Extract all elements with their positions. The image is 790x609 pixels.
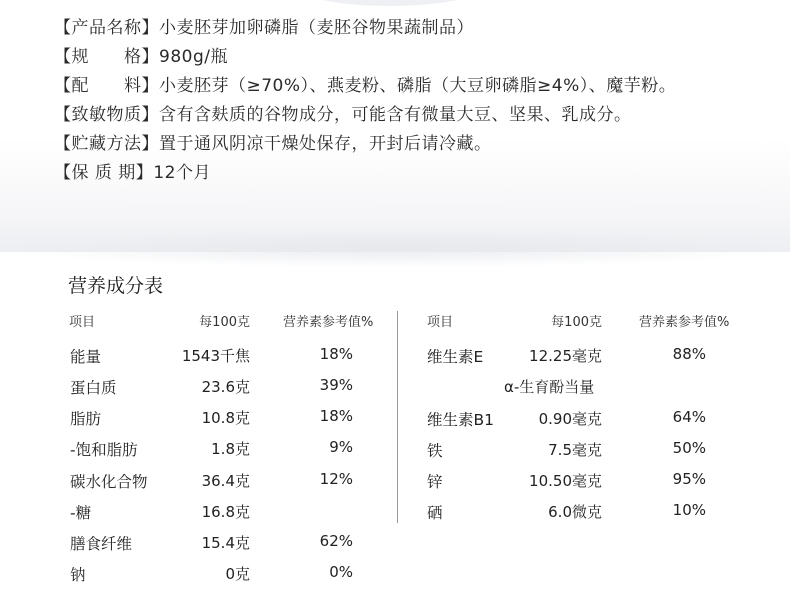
- info-value: 置于通风阴凉干燥处保存，开封后请冷藏。: [159, 134, 492, 154]
- info-value: 小麦胚芽（≥70%）、燕麦粉、磷脂（大豆卵磷脂≥4%）、魔芋粉。: [159, 76, 677, 96]
- header-per100: 每100克: [199, 315, 250, 330]
- header-per100: 每100克: [551, 315, 602, 330]
- nutrient-amount: 7.5毫克: [548, 441, 602, 459]
- info-label: 【配 料】: [54, 76, 159, 96]
- nutrient-name: 脂肪: [70, 410, 102, 428]
- info-row-shelf-life: [54, 159, 754, 188]
- nutrient-name: -糖: [70, 504, 92, 522]
- info-row-ingredients: [54, 72, 754, 101]
- nutrient-amount: 16.8克: [201, 503, 250, 521]
- nutrient-amount: 12.25毫克: [529, 347, 602, 365]
- nutrient-nrv: 0%: [329, 563, 353, 581]
- nutrient-nrv: 62%: [319, 532, 353, 550]
- nutrient-name: 维生素E: [427, 348, 484, 366]
- nutrient-amount: 0.90毫克: [538, 410, 602, 428]
- nutrient-name: 能量: [70, 348, 102, 366]
- nutrient-amount: 15.4克: [201, 534, 250, 552]
- nutrient-unit-note: α-生育酚当量: [504, 378, 595, 396]
- nutrient-nrv: 39%: [319, 376, 353, 394]
- info-label: 【贮藏方法】: [54, 134, 159, 154]
- info-value: 含有含麸质的谷物成分，可能含有微量大豆、坚果、乳成分。: [159, 105, 632, 125]
- nutrient-name: 膳食纤维: [70, 535, 133, 553]
- info-label: 【产品名称】: [54, 18, 159, 38]
- header-item: 项目: [69, 315, 96, 330]
- nutrient-name: 钠: [70, 566, 86, 584]
- nutrition-table-title: 营养成分表: [68, 275, 164, 297]
- nutrient-name: 铁: [427, 442, 443, 460]
- header-item: 项目: [427, 315, 454, 330]
- nutrient-nrv: 9%: [329, 438, 353, 456]
- info-label: 【致敏物质】: [54, 105, 159, 125]
- nutrient-amount: 0克: [225, 565, 250, 583]
- info-row-spec: [54, 43, 754, 72]
- nutrient-name: -饱和脂肪: [70, 441, 138, 459]
- header-nrv: 营养素参考值%: [639, 315, 730, 330]
- nutrient-name: 锌: [427, 473, 443, 491]
- nutrient-name: 硒: [427, 504, 443, 522]
- nutrient-nrv: 88%: [672, 345, 706, 363]
- nutrient-amount: 10.50毫克: [529, 472, 602, 490]
- nutrient-nrv: 95%: [672, 470, 706, 488]
- info-value: 12个月: [153, 163, 211, 183]
- nutrient-amount: 6.0微克: [548, 503, 602, 521]
- info-value: 小麦胚芽加卵磷脂（麦胚谷物果蔬制品）: [159, 18, 474, 38]
- info-label: 【规 格】: [54, 47, 159, 67]
- info-value: 980g/瓶: [159, 47, 228, 67]
- nutrient-name: 维生素B1: [427, 411, 494, 429]
- header-nrv: 营养素参考值%: [283, 315, 374, 330]
- nutrient-nrv: 18%: [319, 407, 353, 425]
- nutrient-nrv: 50%: [672, 439, 706, 457]
- product-info-block: [54, 14, 754, 188]
- nutrient-amount: 1543千焦: [181, 347, 250, 365]
- nutrient-amount: 23.6克: [201, 378, 250, 396]
- nutrient-nrv: 64%: [672, 408, 706, 426]
- nutrient-nrv: 10%: [672, 501, 706, 519]
- nutrient-amount: 10.8克: [201, 409, 250, 427]
- column-divider: [397, 311, 398, 523]
- nutrient-nrv: 12%: [319, 470, 353, 488]
- nutrient-amount: 1.8克: [211, 440, 250, 458]
- info-row-storage: [54, 130, 754, 159]
- nutrient-amount: 36.4克: [201, 472, 250, 490]
- nutrient-name: 蛋白质: [70, 379, 117, 397]
- info-row-allergens: [54, 101, 754, 130]
- info-label: 【保 质 期】: [54, 163, 154, 183]
- nutrient-name: 碳水化合物: [70, 473, 148, 491]
- nutrient-nrv: 18%: [319, 345, 353, 363]
- info-row-product-name: [54, 14, 754, 43]
